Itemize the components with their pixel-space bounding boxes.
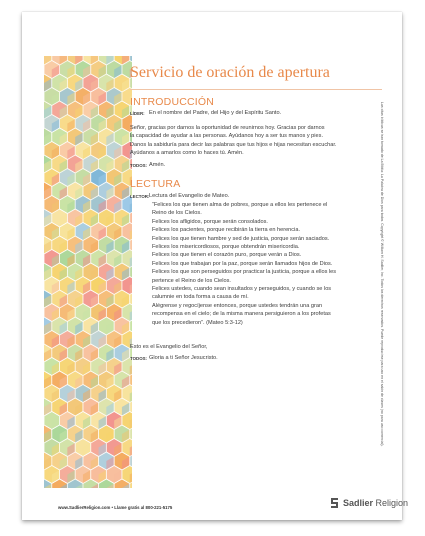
- reading-all-label: TODOS:: [130, 356, 147, 361]
- intro-leader-label: LÍDER:: [130, 111, 145, 116]
- reading-line: Alégrense y regocíjense entonces, porque ustedes tendrán una gran: [152, 302, 323, 309]
- reading-line: “Felices los que tienen alma de pobres, porque a ellos les pertenece el: [152, 202, 328, 208]
- title-divider: [130, 89, 382, 90]
- copyright-side-note: Las citas bíblicas se han tomado de La Biblia: La Palabra de Dios para todos. Copyright © William H. Sadlier, Inc. Todos los derechos reservados. Puede reproducirse para uso en el salón de clases (no para uso comercial).: [380, 102, 384, 447]
- intro-heading: INTRODUCCIÓN: [130, 96, 215, 108]
- intro-all-label: TODOS:: [130, 163, 147, 168]
- intro-prayer-line: Señor, gracias por darnos la oportunidad de reunirnos hoy. Gracias por darnos: [130, 125, 325, 131]
- reading-line: que los precedieron”. (Mateo 5:3-12): [152, 319, 243, 326]
- reading-line: pertence el Reino de los Cielos.: [152, 277, 231, 284]
- reading-closing: Esto es el Evangelio del Señor,: [130, 344, 208, 350]
- reading-lector-intro: Lectura del Evangelio de Mateo.: [149, 193, 230, 199]
- hexagon-pattern-graphic: [44, 56, 132, 488]
- reading-line: Felices los pacientes, porque recibirán la tierra en herencia.: [152, 227, 301, 234]
- intro-prayer-line: la capacidad de ayudar a las personas. Ayúdanos hoy a ser tus manos y pies.: [130, 133, 324, 140]
- reading-gospel-text: [152, 201, 336, 327]
- sadlier-religion-logo: [330, 496, 408, 510]
- reading-line: Felices los que tienen hambre y sed de justicia, porque serán saciados.: [152, 235, 330, 242]
- footer-contact: www.SadlierReligion.com • Llame gratis al 800-221-5175: [58, 505, 173, 510]
- reading-all-text: Gloria a ti Señor Jesucristo.: [149, 355, 218, 361]
- logo-mark-icon: [330, 497, 340, 509]
- reading-line: Felices los que trabajan por la paz, porque serán llamados hijos de Dios.: [152, 260, 333, 267]
- intro-leader-text: En el nombre del Padre, del Hijo y del Espíritu Santo.: [149, 110, 282, 116]
- page-title: Servicio de oración de apertura: [130, 64, 330, 81]
- reading-line: Felices los que tienen el corazón puro, porque verán a Dios.: [152, 252, 302, 259]
- reading-line: calumnie en toda forma a causa de mí.: [152, 294, 249, 301]
- reading-lector-label: LECTOR:: [130, 194, 150, 199]
- hexagon-pattern-strip: [44, 56, 132, 488]
- reading-line: Felices ustedes, cuando sean insultados y perseguidos, y cuando se los: [152, 286, 332, 293]
- reading-line: Felices los que son perseguidos por practicar la justicia, porque a ellos les: [152, 269, 337, 276]
- intro-prayer-line: Ayúdanos a amarlos como lo haces tú. Amén.: [130, 150, 244, 157]
- document-page: [22, 12, 409, 520]
- intro-prayer-line: Danos la sabiduría para decir las palabras que tus hijos e hijas necesitan escuchar.: [130, 141, 337, 148]
- intro-all-text: Amén.: [149, 162, 166, 168]
- reading-line: recompensa en el cielo; de la misma manera persiguieron a los profetas: [152, 311, 331, 318]
- reading-line: Felices los afligidos, porque serán consolados.: [152, 218, 268, 225]
- logo-wordmark: Sadlier Religion: [343, 498, 409, 508]
- reading-heading: LECTURA: [130, 178, 181, 190]
- intro-prayer: [130, 124, 336, 158]
- reading-line: Reino de los Cielos.: [152, 210, 202, 217]
- reading-line: Felices los misericordiosos, porque obtendrán misericordia.: [152, 244, 300, 251]
